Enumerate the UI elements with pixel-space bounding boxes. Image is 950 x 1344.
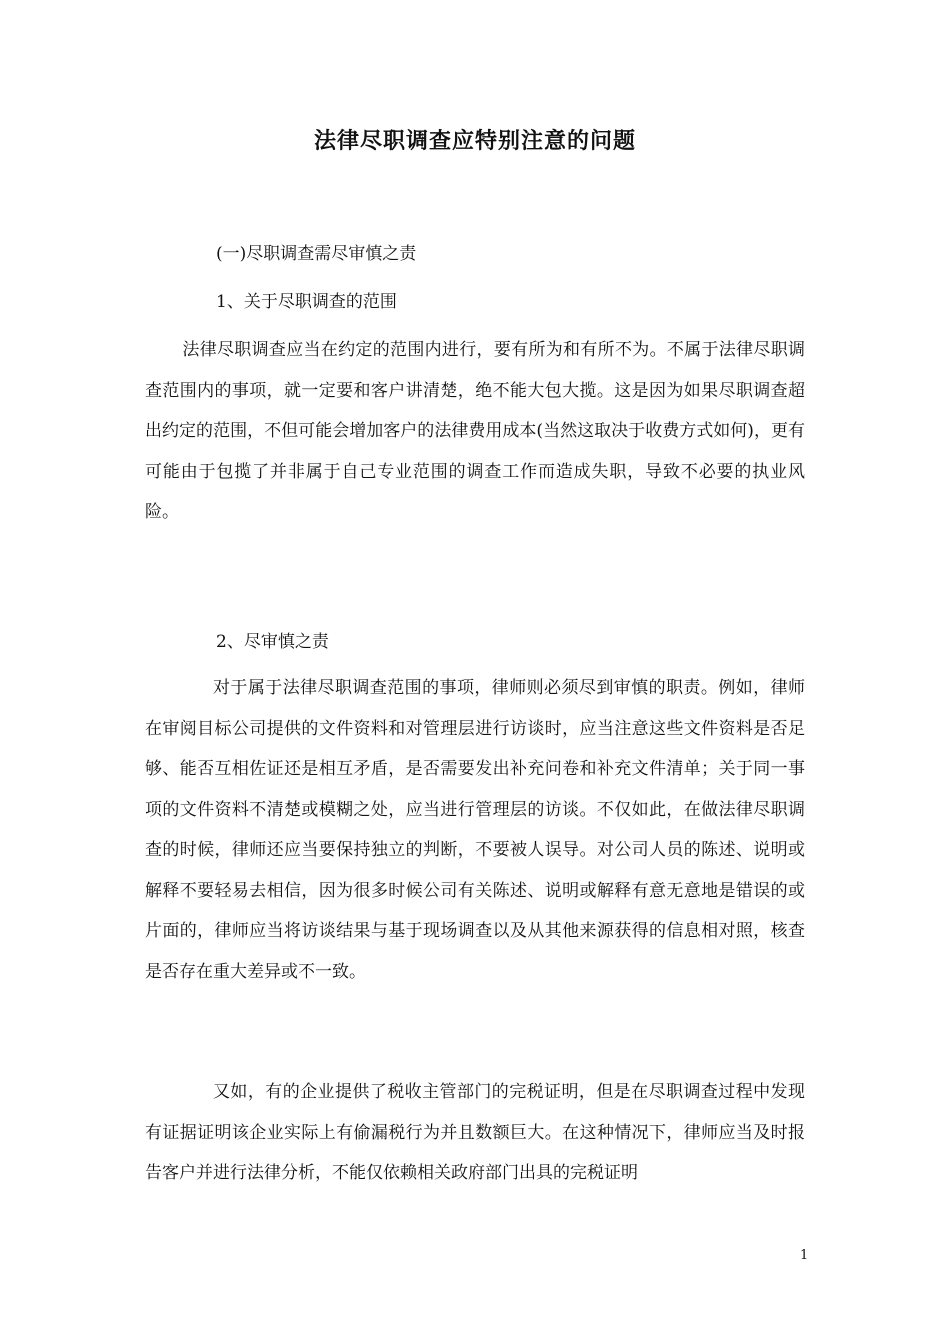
subsection-heading-scope: 1、关于尽职调查的范围	[216, 292, 397, 312]
paragraph-prudence: 对于属于法律尽职调查范围的事项，律师则必须尽到审慎的职责。例如，律师在审阅目标公司提供的文件资料和对管理层进行访谈时，应当注意这些文件资料是否足够、能否互相佐证还是相互矛盾，是否需要发出补充问卷和补充文件清单；关于同一事项的文件资料不清楚或模糊之处，应当进行管理层的访谈。不仅如此，在做法律尽职调查的时候，律师还应当要保持独立的判断，不要被人误导。对公司人员的陈述、说明或解释不要轻易去相信，因为很多时候公司有关陈述、说明或解释有意无意地是错误的或片面的，律师应当将访谈结果与基于现场调查以及从其他来源获得的信息相对照，核查是否存在重大差异或不一致。	[145, 678, 805, 982]
page-number: 1	[800, 1248, 809, 1263]
document-title: 法律尽职调查应特别注意的问题	[313, 128, 636, 154]
paragraph-scope: 法律尽职调查应当在约定的范围内进行，要有所为和有所不为。不属于法律尽职调查范围内的事项，就一定要和客户讲清楚，绝不能大包大揽。这是因为如果尽职调查超出约定的范围，不但可能会增加客户的法律费用成本(当然这取决于收费方式如何)，更有可能由于包揽了并非属于自己专业范围的调查工作而造成失职，导致不必要的执业风险。	[145, 340, 805, 522]
subsection-heading-prudence: 2、尽审慎之责	[216, 632, 329, 652]
section-heading: (一)尽职调查需尽审慎之责	[216, 244, 417, 264]
paragraph-tax-example: 又如，有的企业提供了税收主管部门的完税证明，但是在尽职调查过程中发现有证据证明该企业实际上有偷漏税行为并且数额巨大。在这种情况下，律师应当及时报告客户并进行法律分析，不能仅依赖相关政府部门出具的完税证明	[145, 1082, 805, 1183]
